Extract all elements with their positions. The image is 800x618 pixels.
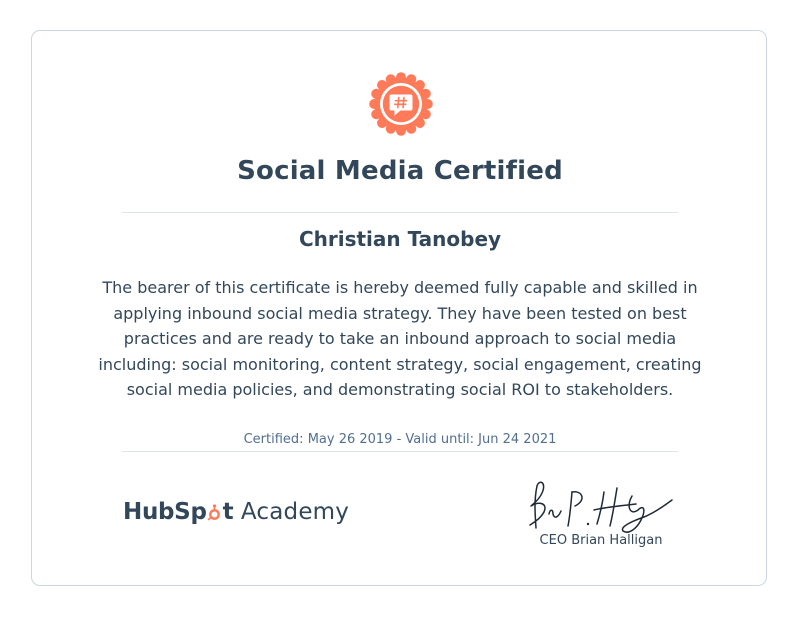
recipient-name: Christian Tanobey: [298, 227, 502, 251]
certification-dates: Certified: May 26 2019 - Valid until: Jun 24 2021: [243, 432, 557, 447]
ceo-name-title: CEO Brian Halligan: [539, 533, 663, 548]
logo-brand-start: HubSp: [123, 499, 207, 525]
logo-brand-end: t: [222, 499, 234, 525]
hubspot-academy-logo: [123, 499, 349, 525]
title-divider: [122, 212, 678, 213]
dates-divider: [122, 451, 678, 452]
logo-suffix: Academy: [240, 499, 350, 525]
certificate-description: The bearer of this certificate is hereby deemed fully capable and skilled in applying inbound social media strategy. They have been tested on best practices and are ready to take an inbound approach to social media including: social monitoring, content strategy, social engagement, creating social media policies, and demonstrating social ROI to stakeholders.: [98, 278, 702, 399]
sprocket-icon: [207, 504, 222, 521]
certificate-badge-icon: [368, 71, 434, 137]
certificate-title: Social Media Certified: [237, 156, 563, 186]
ceo-signature: [522, 480, 674, 536]
